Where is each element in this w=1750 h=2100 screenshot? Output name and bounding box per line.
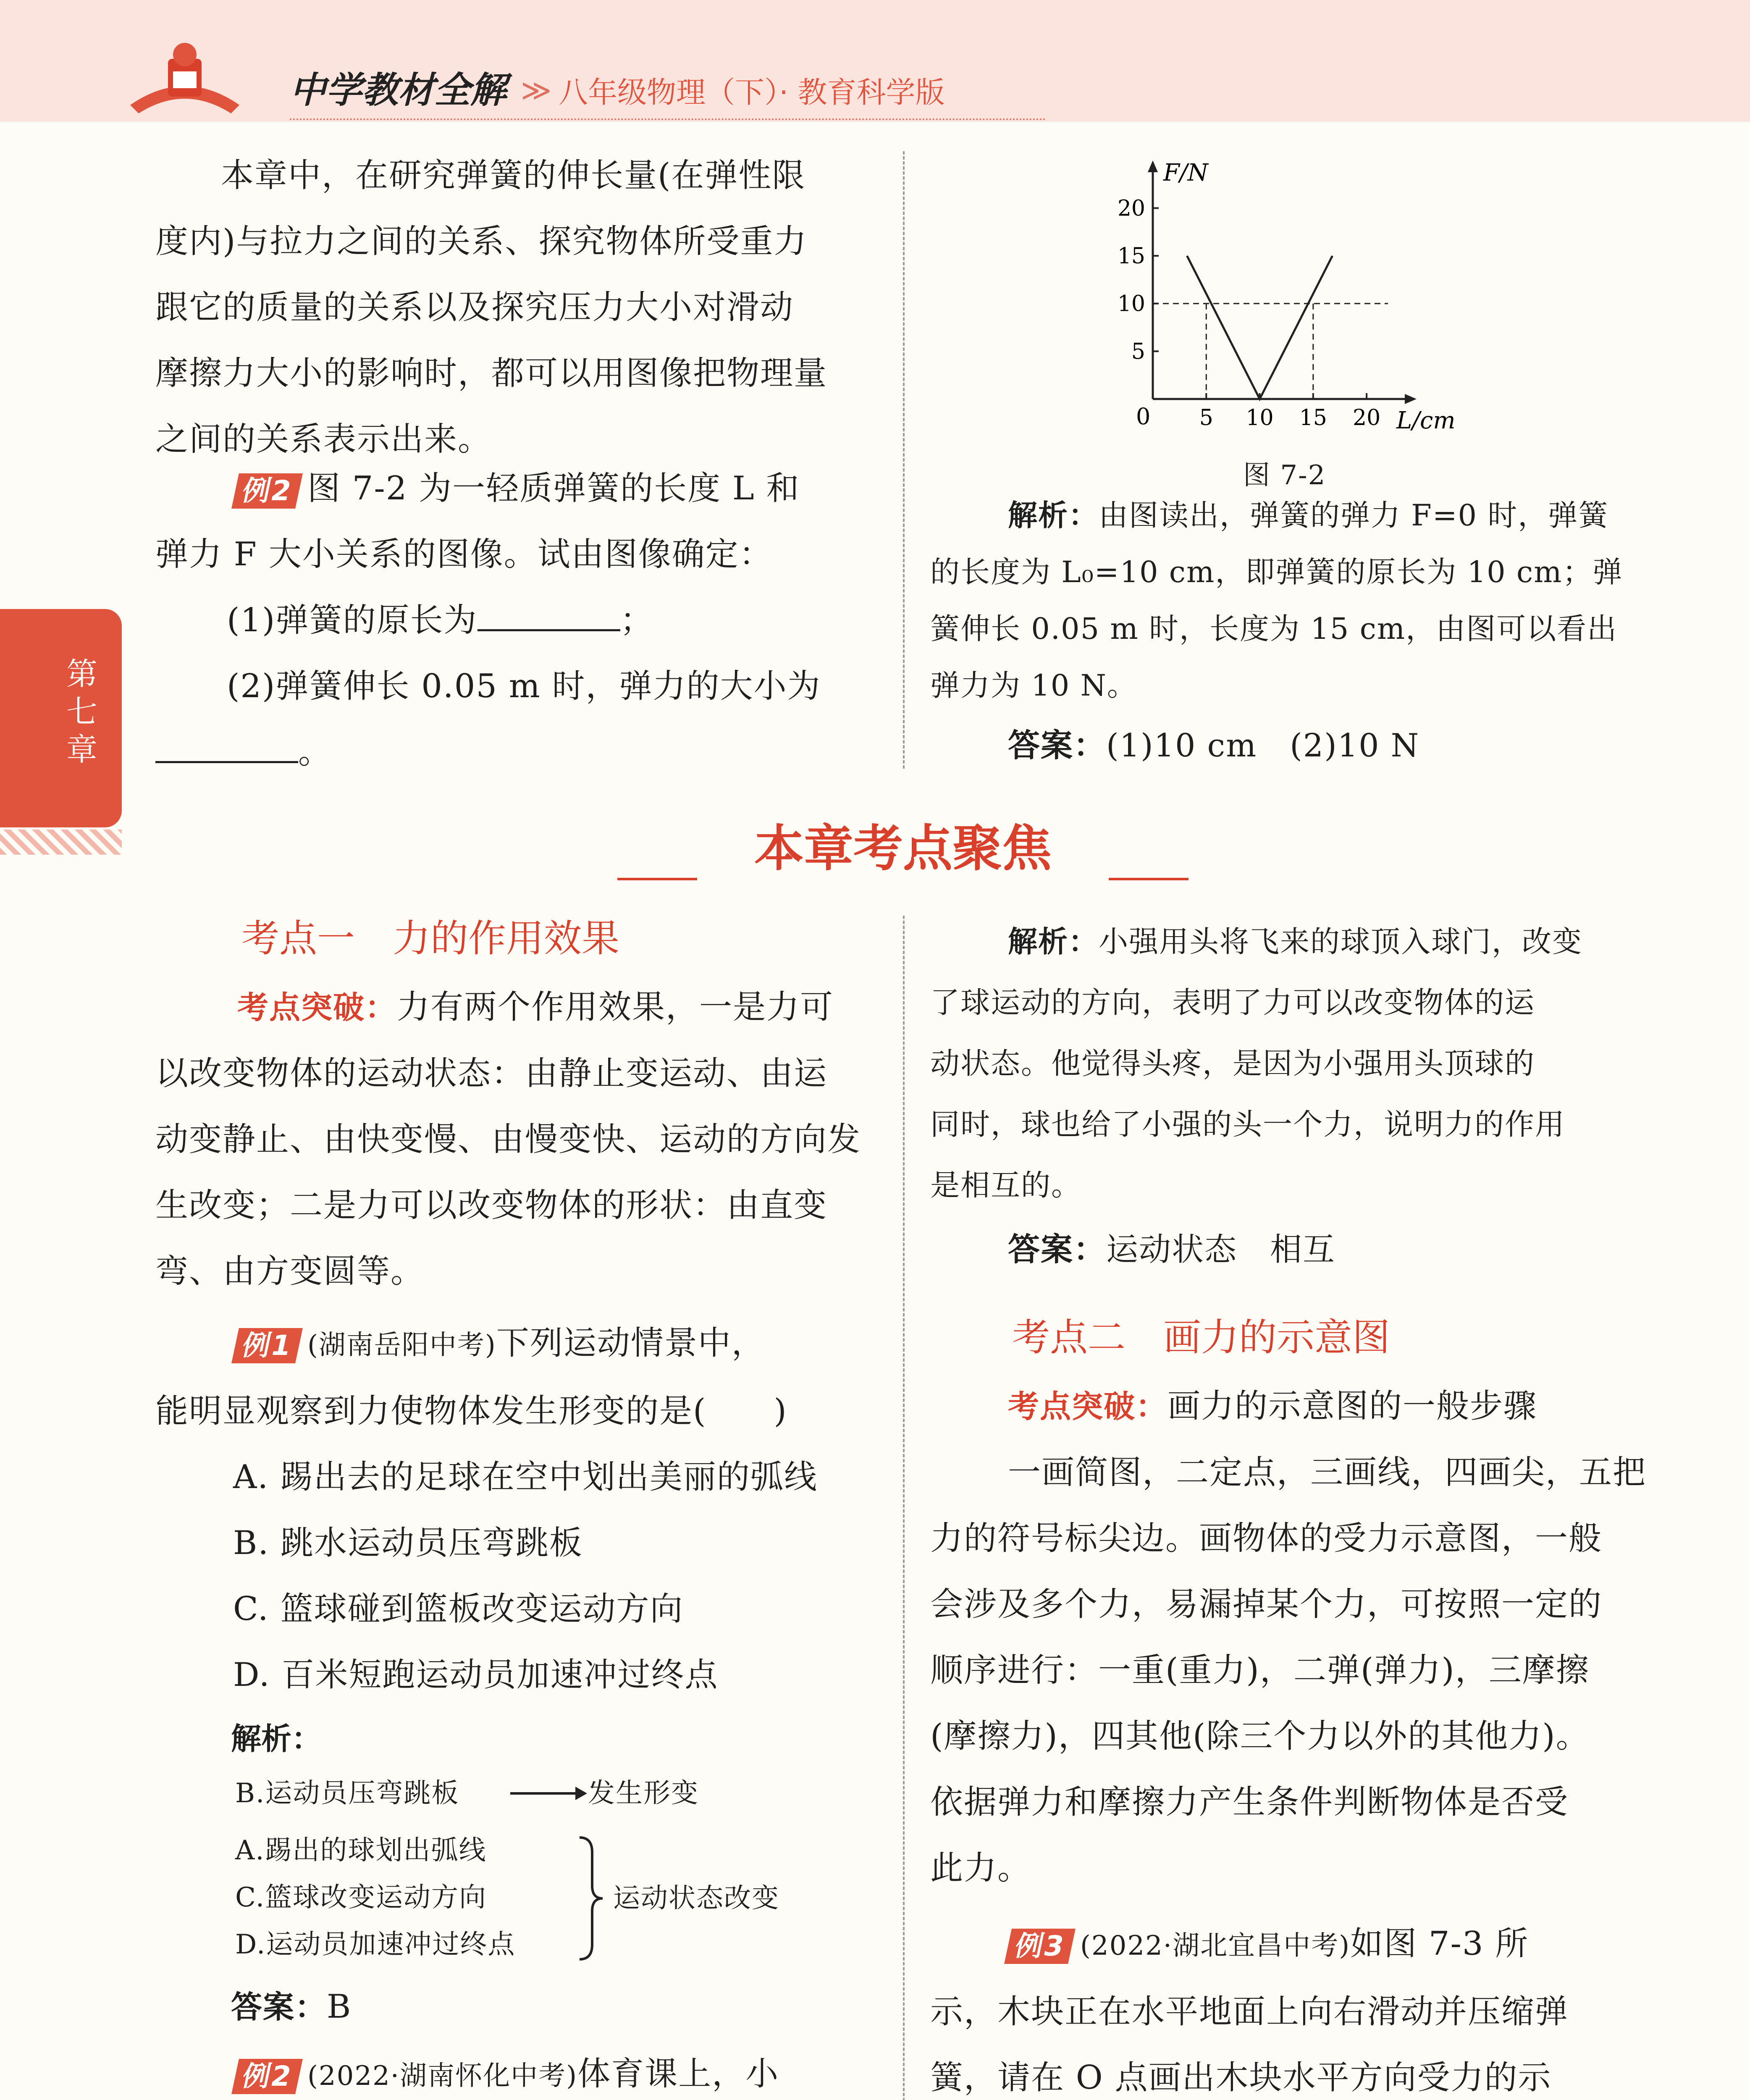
example-text: 能明显观察到力使物体发生形变的是( ) (155, 1392, 787, 1430)
tupo-text: 力有两个作用效果，一是力可 (397, 988, 834, 1026)
analysis-text: 了球运动的方向，表明了力可以改变物体的运 (930, 985, 1535, 1020)
kd2-line: 依据弹力和摩擦力产生条件判断物体是否受 (930, 1783, 1569, 1821)
y-tick-label: 10 (1117, 291, 1145, 317)
tupo-text: 动变静止、由快变慢、由慢变快、运动的方向发 (155, 1121, 861, 1158)
analysis-label: 解析： (1008, 924, 1099, 959)
example-2-football (155, 2041, 882, 2100)
diagram-item: C.篮球改变运动方向 (235, 1882, 487, 1913)
question-1-end: ； (620, 601, 654, 639)
answer-text: B (327, 1988, 352, 2026)
tupo-label: 考点突破： (1008, 1389, 1168, 1425)
example-text: 下列运动情景中， (496, 1324, 765, 1362)
header-separator: ≫ (521, 73, 552, 108)
diagram-item: A.踢出的球划出弧线 (235, 1835, 487, 1866)
column-divider-bottom (903, 916, 905, 2100)
option-b: B. 跳水运动员压弯跳板 (233, 1524, 583, 1562)
arrow-icon (508, 1781, 588, 1806)
y-axis-label: F/N (1163, 159, 1208, 186)
intro-line: 之间的关系表示出来。 (155, 420, 492, 458)
x-axis-arrow (1405, 394, 1417, 404)
x-tick-label: 10 (1246, 405, 1274, 430)
kd2-line: 会涉及多个力，易漏掉某个力，可按照一定的 (930, 1586, 1603, 1623)
x-tick-label: 20 (1353, 405, 1381, 430)
kaodian-1-tupo (155, 974, 882, 1305)
tupo-text: 画力的示意图的一般步骤 (1168, 1387, 1537, 1425)
intro-line: 度内)与拉力之间的关系、探究物体所受重力 (155, 223, 808, 260)
x-tick-label: 15 (1299, 405, 1327, 430)
header-rule (290, 118, 1046, 120)
y-tick-label: 15 (1117, 244, 1145, 269)
answer-blank[interactable] (478, 600, 620, 631)
example-3 (930, 1911, 1657, 2100)
tupo-label: 考点突破： (237, 990, 397, 1026)
column-divider-top (903, 151, 905, 769)
option-d: D. 百米短跑运动员加速冲过终点 (233, 1656, 719, 1694)
kd2-line: 力的符号标尖边。画物体的受力示意图，一般 (930, 1520, 1603, 1557)
section-title: 本章考点聚焦 (754, 819, 1052, 877)
analysis-text: 小强用头将飞来的球顶入球门，改变 (1099, 924, 1582, 959)
y-tick-label: 5 (1131, 339, 1145, 365)
side-tab-stripe (0, 830, 122, 855)
analysis-text: 是相互的。 (930, 1168, 1081, 1202)
figure-7-2 (1100, 155, 1478, 449)
question-1: (1)弹簧的原长为 (227, 601, 478, 639)
section-title-underline-left (617, 878, 697, 880)
ex1-diagram-group (235, 1827, 515, 1968)
analysis-ex2b (930, 911, 1657, 1283)
example-source: (2022·湖北宜昌中考) (1080, 1930, 1351, 1961)
figure-7-2-chart (1100, 155, 1478, 449)
origin-label: 0 (1136, 403, 1151, 430)
ex1-diagram-b: B.运动员压弯跳板 (235, 1778, 459, 1809)
example-1 (155, 1310, 882, 1708)
intro-line: 摩擦力大小的影响时，都可以用图像把物理量 (155, 354, 828, 392)
example-source: (湖南岳阳中考) (307, 1330, 496, 1361)
tupo-text: 生改变；二是力可以改变物体的形状：由直变 (155, 1186, 828, 1224)
intro-line: 本章中，在研究弹簧的伸长量(在弹性限 (221, 157, 806, 194)
ex1-diagram-b-result: 发生形变 (588, 1778, 699, 1809)
kd2-line: (摩擦力)，四其他(除三个力以外的其他力)。 (930, 1717, 1590, 1755)
kd2-line: 顺序进行：一重(重力)，二弹(弹力)，三摩擦 (930, 1651, 1590, 1689)
example-badge: 例3 (1004, 1929, 1076, 1964)
answer-label: 答案： (1008, 727, 1106, 764)
header-subtitle: 八年级物理（下）· 教育科学版 (559, 75, 945, 110)
option-c: C. 篮球碰到篮板改变运动方向 (233, 1590, 684, 1628)
question-2-end: 。 (298, 733, 332, 771)
kaodian-1-title: 考点一 力的作用效果 (241, 916, 619, 961)
y-tick-label: 20 (1117, 196, 1145, 221)
answer-label: 答案： (1008, 1231, 1106, 1268)
side-tab-char: 章 (66, 732, 97, 768)
example-text: 图 7-2 为一轻质弹簧的长度 L 和 (307, 470, 800, 507)
example-badge: 例2 (231, 473, 303, 509)
tupo-text: 弯、由方变圆等。 (155, 1252, 425, 1290)
series-line (1187, 256, 1332, 399)
figure-7-2-caption: 图 7-2 (1243, 460, 1326, 491)
kd2-line: 一画简图，二定点，三画线，四画尖，五把 (1008, 1454, 1647, 1491)
kd2-line: 此力。 (930, 1849, 1031, 1887)
example-text: 簧，请在 O 点画出木块水平方向受力的示 (930, 2059, 1552, 2097)
side-tab-char: 第 (66, 656, 97, 692)
answer-label: 答案： (231, 1989, 327, 2025)
x-tick-label: 5 (1199, 405, 1213, 430)
kaodian-2-title: 考点二 画力的示意图 (1012, 1315, 1390, 1360)
header-brand: 中学教材全解 (290, 69, 506, 111)
analysis-text: 由图读出，弹簧的弹力 F=0 时，弹簧 (1099, 498, 1609, 533)
answer-text: (1)10 cm (2)10 N (1106, 727, 1420, 764)
answer-blank[interactable] (155, 732, 298, 763)
ex1-analysis-label: 解析： (231, 1721, 322, 1756)
chapter-side-tab (0, 609, 122, 827)
diagram-item: D.运动员加速冲过终点 (235, 1929, 516, 1960)
analysis-7-2 (930, 487, 1657, 777)
ex1-answer (231, 1974, 352, 2040)
example-badge: 例2 (231, 2059, 303, 2094)
example-2-spring (155, 456, 882, 785)
example-badge: 例1 (231, 1328, 303, 1363)
example-text: 弹力 F 大小关系的图像。试由图像确定： (155, 536, 773, 573)
analysis-text: 同时，球也给了小强的头一个力，说明力的作用 (930, 1107, 1565, 1142)
section-title-underline-right (1109, 878, 1189, 880)
y-axis-arrow (1148, 160, 1158, 172)
intro-paragraph (155, 143, 882, 472)
analysis-label: 解析： (1008, 498, 1099, 533)
intro-line: 跟它的质量的关系以及探究压力大小对滑动 (155, 289, 794, 326)
x-axis-label: L/cm (1396, 407, 1456, 434)
example-text: 如图 7-3 所 (1350, 1925, 1529, 1963)
side-tab-char: 七 (66, 694, 97, 730)
analysis-text: 的长度为 L₀=10 cm，即弹簧的原长为 10 cm；弹 (930, 555, 1623, 589)
analysis-text: 簧伸长 0.05 m 时，长度为 15 cm，由图可以看出 (930, 612, 1618, 646)
brace-icon (575, 1835, 605, 1961)
tupo-text: 以改变物体的运动状态：由静止变运动、由运 (155, 1055, 828, 1092)
option-a: A. 踢出去的足球在空中划出美丽的弧线 (233, 1458, 818, 1496)
analysis-text: 弹力为 10 N。 (930, 668, 1137, 703)
header-logo (126, 42, 244, 118)
example-source: (2022·湖南怀化中考) (307, 2061, 578, 2092)
answer-text: 运动状态 相互 (1106, 1231, 1335, 1268)
ex1-diagram-group-result: 运动状态改变 (613, 1883, 779, 1914)
kaodian-2-body (930, 1373, 1657, 1901)
question-2: (2)弹簧伸长 0.05 m 时，弹力的大小为 (227, 667, 821, 705)
example-text: 体育课上，小 (577, 2055, 779, 2093)
analysis-text: 动状态。他觉得头疼，是因为小强用头顶球的 (930, 1046, 1535, 1081)
example-text: 示，木块正在水平地面上向右滑动并压缩弹 (930, 1993, 1569, 2031)
